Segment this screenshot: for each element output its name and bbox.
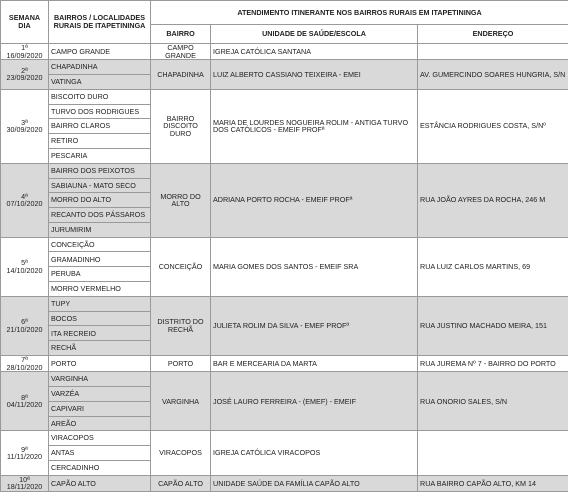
header-atendimento: ATENDIMENTO ITINERANTE NOS BAIRROS RURAIS EM ITAPETININGA	[151, 1, 568, 25]
localidade-cell: VARZÉA	[49, 386, 151, 401]
endereco-cell	[418, 44, 568, 60]
localidade-cell: PORTO	[49, 356, 151, 372]
localidade-cell: RETIRO	[49, 134, 151, 149]
endereco-cell: RUA JUSTINO MACHADO MEIRA, 151	[418, 296, 568, 355]
header-bairros: BAIRROS / LOCALIDADES RURAIS DE ITAPETININGA	[49, 1, 151, 44]
bairro-cell: BAIRRO DISCOITO DURO	[151, 89, 211, 163]
week-date: 14/10/2020	[3, 267, 46, 275]
unidade-cell: BAR E MERCEARIA DA MARTA	[211, 356, 418, 372]
localidade-cell: VATINGA	[49, 74, 151, 89]
unidade-cell: IGREJA CATÓLICA VIRACOPOS	[211, 431, 418, 475]
localidade-cell: BAIRRO CLAROS	[49, 119, 151, 134]
localidade-cell: AREÃO	[49, 416, 151, 431]
unidade-cell: MARIA DE LOURDES NOGUEIRA ROLIM - ANTIGA TURVO DOS CATÓLICOS - EMEIF PROFª	[211, 89, 418, 163]
unidade-cell: JULIETA ROLIM DA SILVA - EMEF PROFª	[211, 296, 418, 355]
unidade-cell: MARIA GOMES DOS SANTOS - EMEIF SRA	[211, 237, 418, 296]
week-cell	[1, 60, 49, 90]
endereco-cell: RUA JOÃO AYRES DA ROCHA, 246 M	[418, 163, 568, 237]
localidade-cell: TURVO DOS RODRIGUES	[49, 104, 151, 119]
week-cell	[1, 431, 49, 475]
bairro-cell: DISTRITO DO RECHÃ	[151, 296, 211, 355]
localidade-cell: TUPY	[49, 296, 151, 311]
unidade-cell: UNIDADE SAÚDE DA FAMÍLIA CAPÃO ALTO	[211, 475, 418, 491]
week-cell	[1, 475, 49, 491]
endereco-cell: RUA ONORIO SALES, S/N	[418, 372, 568, 431]
endereco-cell: AV. GUMERCINDO SOARES HUNGRIA, S/N	[418, 60, 568, 90]
week-number: 9ª	[3, 446, 46, 454]
header-bairro: BAIRRO	[151, 25, 211, 44]
table-row	[1, 296, 568, 311]
localidade-cell: VARGINHA	[49, 372, 151, 387]
localidade-cell: BOCOS	[49, 311, 151, 326]
week-number: 6ª	[3, 318, 46, 326]
table-row	[1, 431, 568, 446]
localidade-cell: ANTAS	[49, 446, 151, 461]
unidade-cell: JOSÉ LAURO FERREIRA - (EMEF) - EMEIF	[211, 372, 418, 431]
localidade-cell: CAPÃO ALTO	[49, 475, 151, 491]
localidade-cell: CAMPO GRANDE	[49, 44, 151, 60]
header-semana: SEMANA DIA	[1, 1, 49, 44]
endereco-cell: RUA JUREMA Nº 7 - BAIRRO DO PORTO	[418, 356, 568, 372]
week-number: 3ª	[3, 119, 46, 127]
localidade-cell: BISCOITO DURO	[49, 89, 151, 104]
week-cell	[1, 44, 49, 60]
localidade-cell: PESCARIA	[49, 148, 151, 163]
week-number: 7ª	[3, 356, 46, 364]
bairro-cell: CONCEIÇÃO	[151, 237, 211, 296]
table-row	[1, 237, 568, 252]
week-date: 04/11/2020	[3, 401, 46, 409]
bairro-cell: CAPÃO ALTO	[151, 475, 211, 491]
localidade-cell: ITA RECREIO	[49, 326, 151, 341]
table-row	[1, 44, 568, 60]
bairro-cell: CAMPO GRANDE	[151, 44, 211, 60]
week-cell	[1, 89, 49, 163]
week-number: 2ª	[3, 67, 46, 75]
localidade-cell: MORRO DO ALTO	[49, 193, 151, 208]
localidade-cell: SABIAUNA - MATO SECO	[49, 178, 151, 193]
endereco-cell: ESTÂNCIA RODRIGUES COSTA, S/Nº	[418, 89, 568, 163]
week-date: 18/11/2020	[3, 483, 46, 491]
unidade-cell: LUIZ ALBERTO CASSIANO TEIXEIRA - EMEI	[211, 60, 418, 90]
week-date: 11/11/2020	[3, 453, 46, 461]
week-date: 30/09/2020	[3, 126, 46, 134]
table-row	[1, 163, 568, 178]
week-date: 28/10/2020	[3, 364, 46, 372]
header-unidade: UNIDADE DE SAÚDE/ESCOLA	[211, 25, 418, 44]
localidade-cell: CERCADINHO	[49, 460, 151, 475]
week-date: 07/10/2020	[3, 200, 46, 208]
table-row	[1, 89, 568, 104]
week-number: 5ª	[3, 259, 46, 267]
localidade-cell: RECANTO DOS PÁSSAROS	[49, 208, 151, 223]
week-number: 10ª	[3, 476, 46, 484]
table-row	[1, 475, 568, 491]
bairro-cell: CHAPADINHA	[151, 60, 211, 90]
endereco-cell	[418, 431, 568, 475]
bairro-cell: VIRACOPOS	[151, 431, 211, 475]
localidade-cell: BAIRRO DOS PEIXOTOS	[49, 163, 151, 178]
week-date: 21/10/2020	[3, 326, 46, 334]
localidade-cell: CONCEIÇÃO	[49, 237, 151, 252]
endereco-cell: RUA LUIZ CARLOS MARTINS, 69	[418, 237, 568, 296]
localidade-cell: PERUBA	[49, 267, 151, 282]
localidade-cell: RECHÃ	[49, 341, 151, 356]
localidade-cell: VIRACOPOS	[49, 431, 151, 446]
table-row	[1, 372, 568, 387]
localidade-cell: MORRO VERMELHO	[49, 282, 151, 297]
week-number: 8ª	[3, 394, 46, 402]
schedule-body	[1, 44, 568, 492]
week-cell	[1, 372, 49, 431]
localidade-cell: GRAMADINHO	[49, 252, 151, 267]
localidade-cell: CHAPADINHA	[49, 60, 151, 75]
localidade-cell: CAPIVARI	[49, 401, 151, 416]
week-cell	[1, 356, 49, 372]
bairro-cell: MORRO DO ALTO	[151, 163, 211, 237]
week-cell	[1, 237, 49, 296]
week-date: 16/09/2020	[3, 52, 46, 60]
header-endereco: ENDEREÇO	[418, 25, 568, 44]
unidade-cell: ADRIANA PORTO ROCHA - EMEIF PROFª	[211, 163, 418, 237]
week-number: 4ª	[3, 193, 46, 201]
bairro-cell: PORTO	[151, 356, 211, 372]
localidade-cell: JURUMIRIM	[49, 222, 151, 237]
endereco-cell: RUA BAIRRO CAPÃO ALTO, KM 14	[418, 475, 568, 491]
table-row	[1, 356, 568, 372]
week-number: 1ª	[3, 44, 46, 52]
week-date: 23/09/2020	[3, 74, 46, 82]
week-cell	[1, 163, 49, 237]
bairro-cell: VARGINHA	[151, 372, 211, 431]
unidade-cell: IGREJA CATÓLICA SANTANA	[211, 44, 418, 60]
week-cell	[1, 296, 49, 355]
table-row	[1, 60, 568, 75]
